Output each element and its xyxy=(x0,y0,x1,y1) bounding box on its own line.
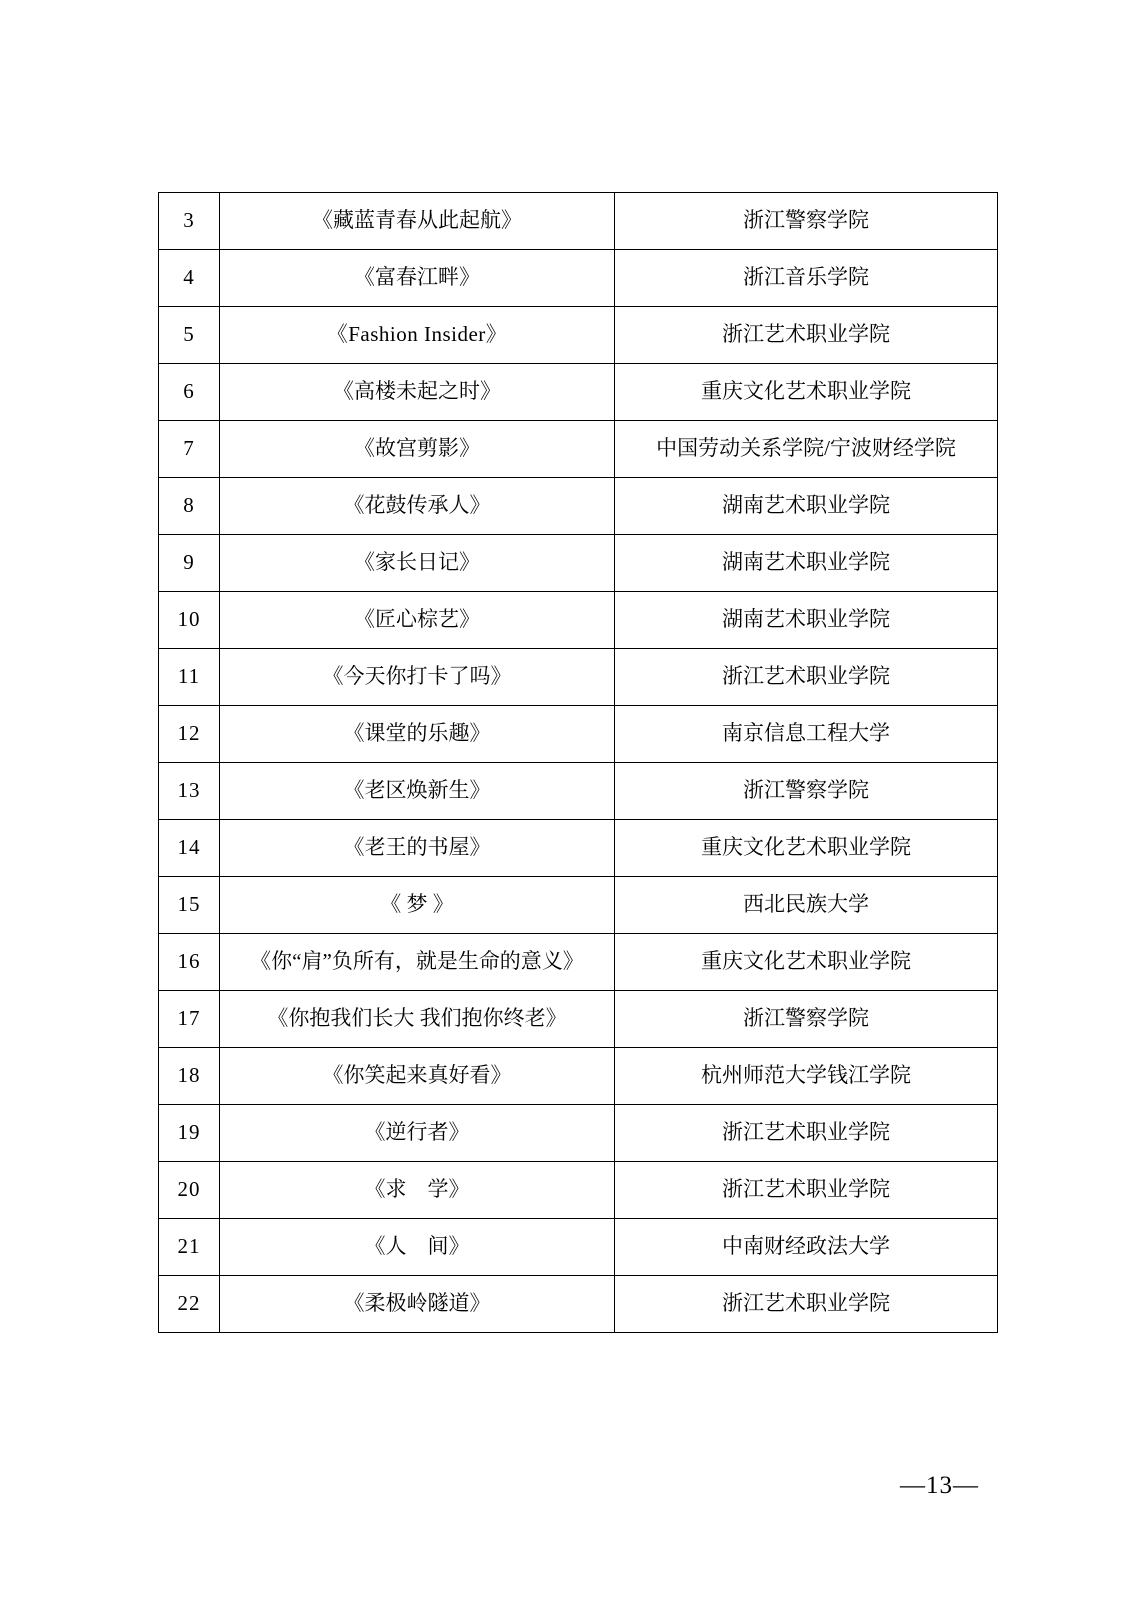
row-index: 20 xyxy=(159,1162,220,1219)
row-org: 重庆文化艺术职业学院 xyxy=(615,364,998,421)
row-title: 《逆行者》 xyxy=(220,1105,615,1162)
row-index: 6 xyxy=(159,364,220,421)
row-title: 《故宫剪影》 xyxy=(220,421,615,478)
table-row xyxy=(159,1162,998,1219)
row-org: 湖南艺术职业学院 xyxy=(615,478,998,535)
row-index: 13 xyxy=(159,763,220,820)
row-index: 7 xyxy=(159,421,220,478)
table-row xyxy=(159,307,998,364)
table-row xyxy=(159,1276,998,1333)
table-row xyxy=(159,706,998,763)
row-org: 浙江警察学院 xyxy=(615,763,998,820)
row-index: 8 xyxy=(159,478,220,535)
row-org: 重庆文化艺术职业学院 xyxy=(615,820,998,877)
page-number: —13— xyxy=(900,1472,979,1499)
row-org: 湖南艺术职业学院 xyxy=(615,535,998,592)
row-title: 《今天你打卡了吗》 xyxy=(220,649,615,706)
row-org: 湖南艺术职业学院 xyxy=(615,592,998,649)
row-title: 《课堂的乐趣》 xyxy=(220,706,615,763)
works-table xyxy=(158,192,998,1333)
table-row xyxy=(159,535,998,592)
row-title: 《求 学》 xyxy=(220,1162,615,1219)
row-index: 3 xyxy=(159,193,220,250)
table-row xyxy=(159,478,998,535)
row-title: 《你笑起来真好看》 xyxy=(220,1048,615,1105)
table-row xyxy=(159,934,998,991)
table-row xyxy=(159,877,998,934)
row-org: 中国劳动关系学院/宁波财经学院 xyxy=(615,421,998,478)
row-index: 4 xyxy=(159,250,220,307)
row-title: 《柔极岭隧道》 xyxy=(220,1276,615,1333)
row-title: 《 梦 》 xyxy=(220,877,615,934)
row-index: 22 xyxy=(159,1276,220,1333)
row-index: 16 xyxy=(159,934,220,991)
row-org: 浙江艺术职业学院 xyxy=(615,1162,998,1219)
row-index: 10 xyxy=(159,592,220,649)
row-org: 浙江警察学院 xyxy=(615,991,998,1048)
row-title: 《家长日记》 xyxy=(220,535,615,592)
row-index: 11 xyxy=(159,649,220,706)
row-index: 21 xyxy=(159,1219,220,1276)
row-title: 《你“肩”负所有，就是生命的意义》 xyxy=(220,934,615,991)
row-org: 浙江艺术职业学院 xyxy=(615,1105,998,1162)
row-org: 浙江艺术职业学院 xyxy=(615,1276,998,1333)
table-row xyxy=(159,193,998,250)
row-org: 西北民族大学 xyxy=(615,877,998,934)
table-row xyxy=(159,649,998,706)
table-row xyxy=(159,250,998,307)
row-index: 5 xyxy=(159,307,220,364)
row-title: 《富春江畔》 xyxy=(220,250,615,307)
table-row xyxy=(159,1219,998,1276)
table-row xyxy=(159,991,998,1048)
table-row xyxy=(159,1048,998,1105)
row-org: 浙江艺术职业学院 xyxy=(615,649,998,706)
row-org: 重庆文化艺术职业学院 xyxy=(615,934,998,991)
row-title: 《Fashion Insider》 xyxy=(220,307,615,364)
row-title: 《匠心棕艺》 xyxy=(220,592,615,649)
row-title: 《藏蓝青春从此起航》 xyxy=(220,193,615,250)
row-org: 浙江音乐学院 xyxy=(615,250,998,307)
row-index: 14 xyxy=(159,820,220,877)
table-body xyxy=(159,193,998,1333)
row-index: 9 xyxy=(159,535,220,592)
table-row xyxy=(159,820,998,877)
row-index: 12 xyxy=(159,706,220,763)
row-org: 中南财经政法大学 xyxy=(615,1219,998,1276)
row-title: 《人 间》 xyxy=(220,1219,615,1276)
row-org: 浙江艺术职业学院 xyxy=(615,307,998,364)
row-title: 《老王的书屋》 xyxy=(220,820,615,877)
row-org: 杭州师范大学钱江学院 xyxy=(615,1048,998,1105)
row-index: 15 xyxy=(159,877,220,934)
row-title: 《高楼未起之时》 xyxy=(220,364,615,421)
row-index: 19 xyxy=(159,1105,220,1162)
row-index: 18 xyxy=(159,1048,220,1105)
row-org: 浙江警察学院 xyxy=(615,193,998,250)
row-title: 《老区焕新生》 xyxy=(220,763,615,820)
table-row xyxy=(159,763,998,820)
row-title: 《花鼓传承人》 xyxy=(220,478,615,535)
row-title: 《你抱我们长大 我们抱你终老》 xyxy=(220,991,615,1048)
table-row xyxy=(159,364,998,421)
table-row xyxy=(159,421,998,478)
row-org: 南京信息工程大学 xyxy=(615,706,998,763)
row-index: 17 xyxy=(159,991,220,1048)
table-row xyxy=(159,1105,998,1162)
table-row xyxy=(159,592,998,649)
